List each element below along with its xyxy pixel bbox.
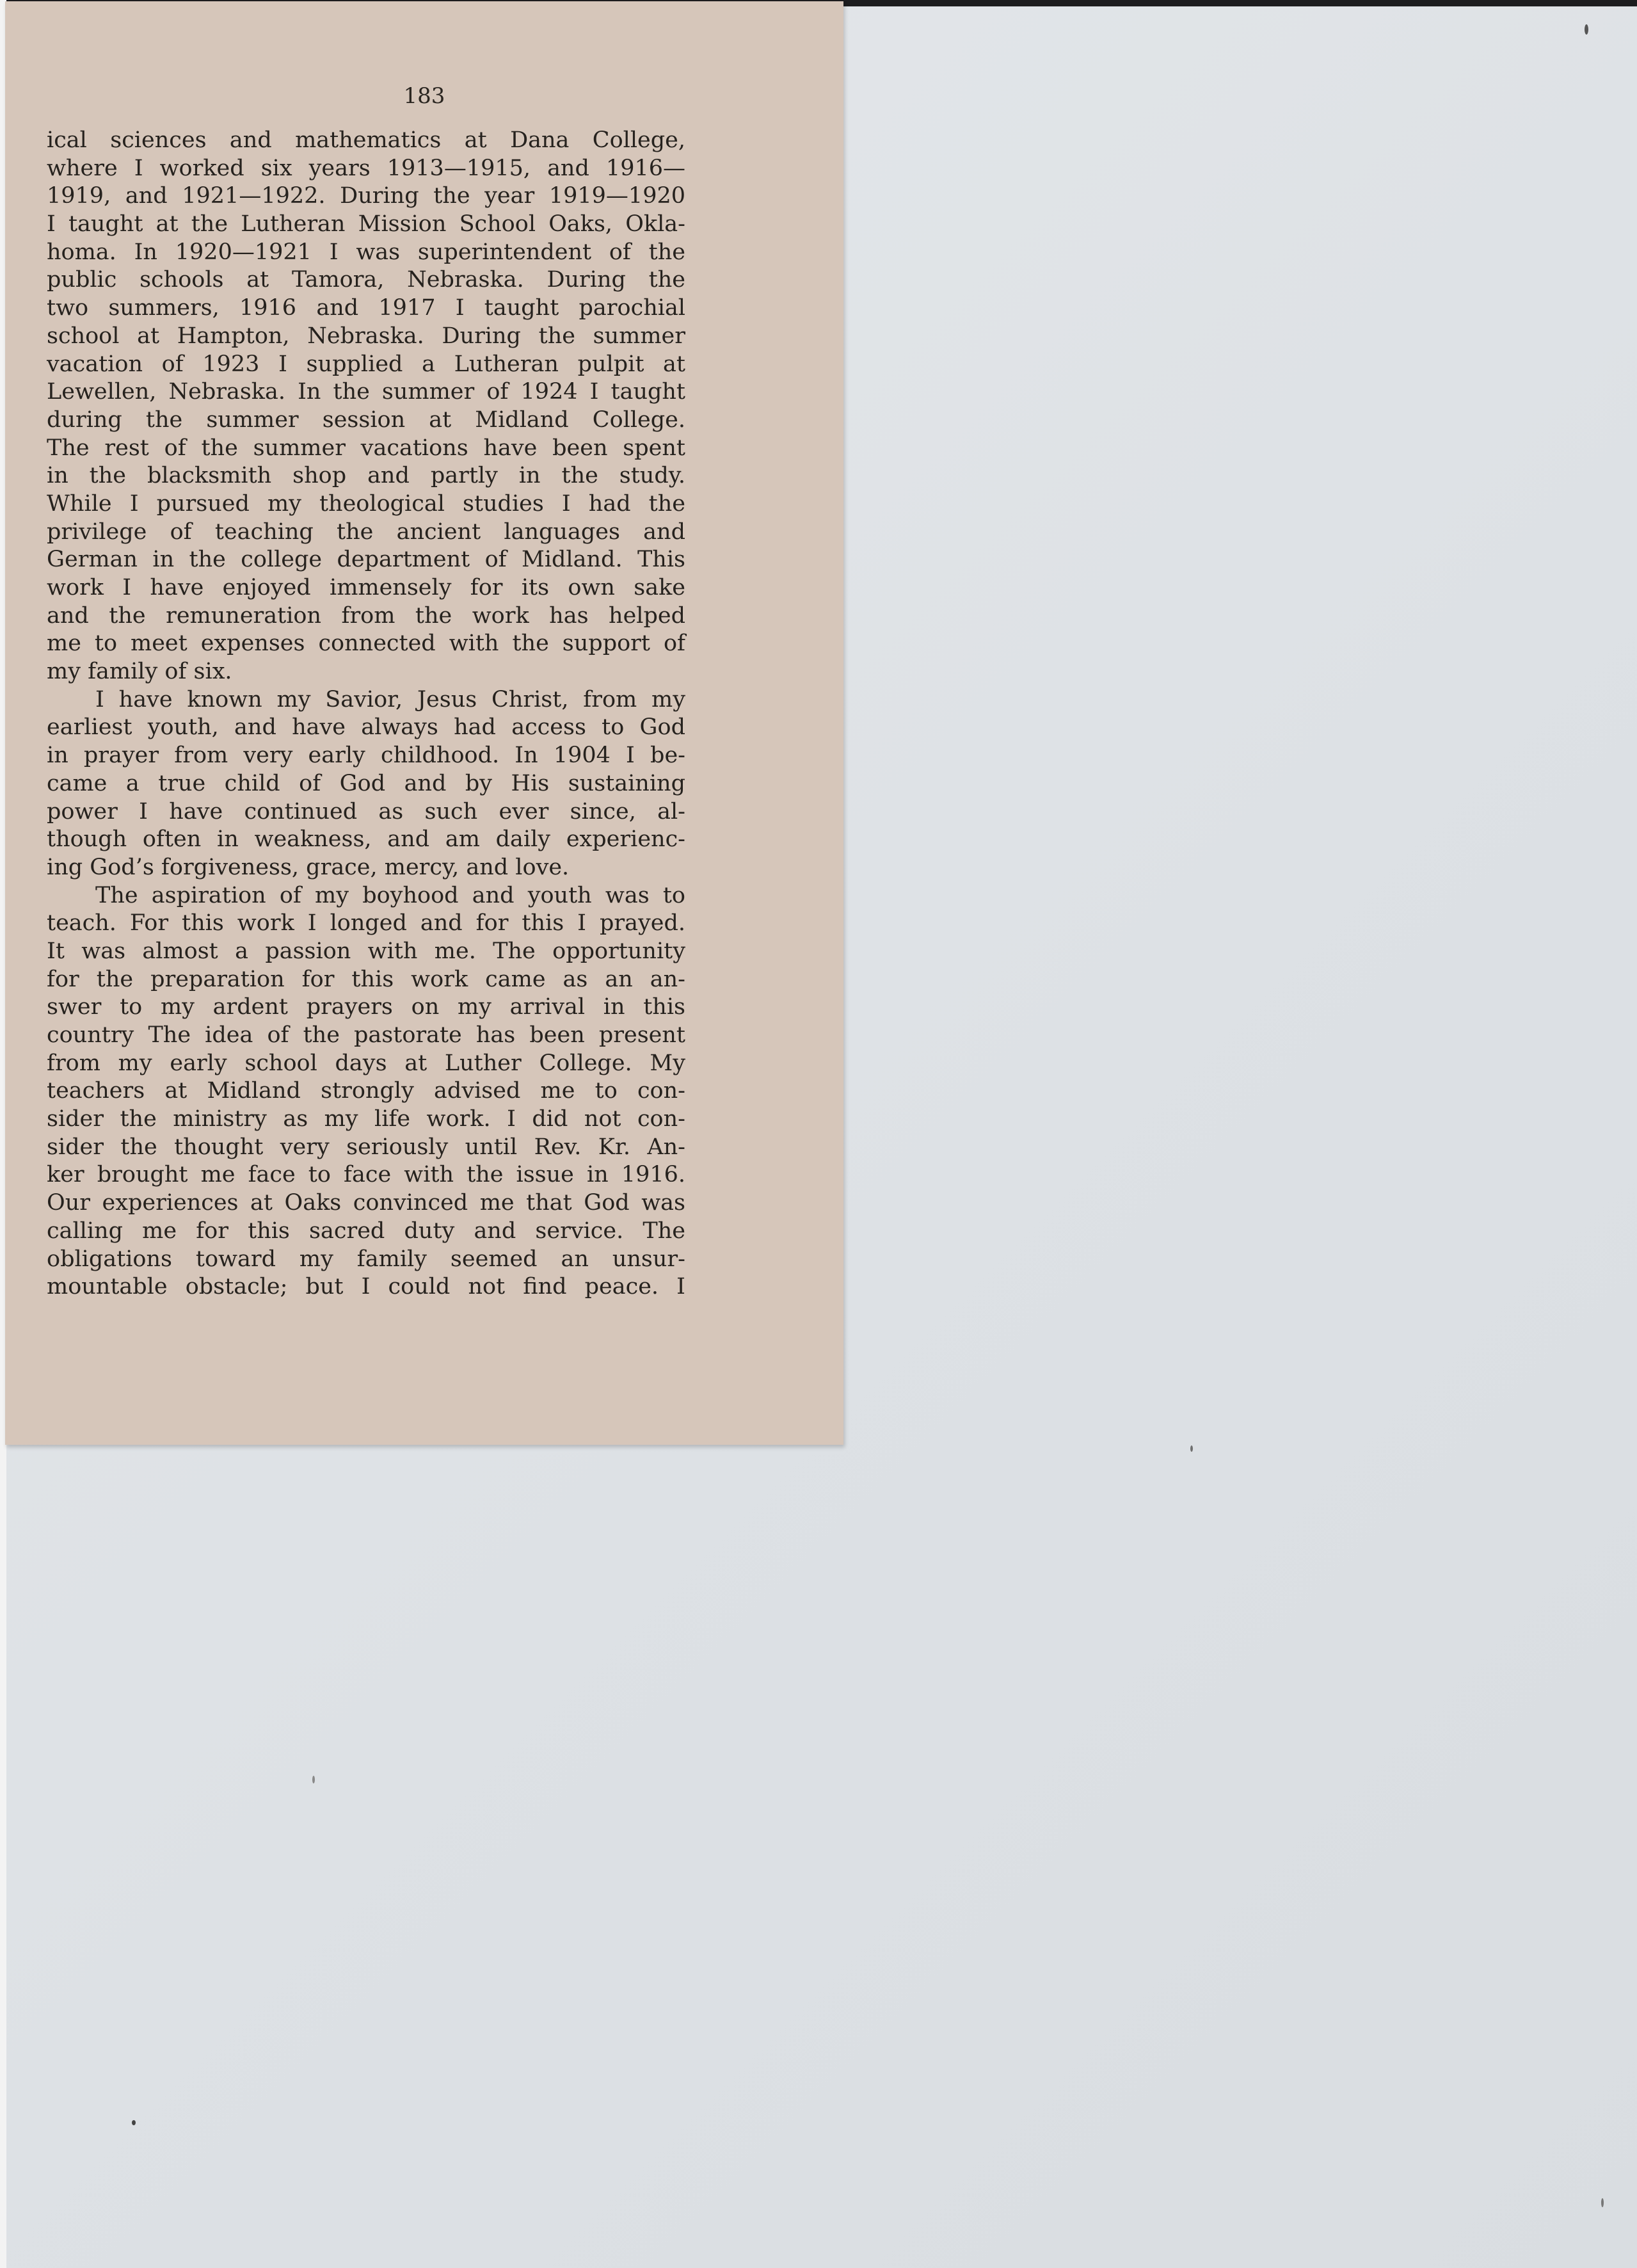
dust-speck [132,2120,136,2125]
text-line: school at Hampton, Nebraska. During the summer [47,323,685,349]
text-line: from my early school days at Luther College. My [47,1050,685,1076]
text-line: in prayer from very early childhood. In 1904 I be- [47,743,685,769]
text-line: me to meet expenses connected with the support of [47,631,685,657]
text-line: during the summer session at Midland College. [47,406,685,433]
text-line: country The idea of the pastorate has been present [47,1022,685,1048]
text-line: obligations toward my family seemed an unsur- [47,1246,685,1272]
text-line: homa. In 1920—1921 I was superintendent of the [47,239,685,265]
text-line: ker brought me face to face with the issue in 1916. [47,1162,685,1188]
text-line: earliest youth, and have always had access to God [47,714,685,741]
text-line: sider the thought very seriously until Rev. Kr. An- [47,1134,685,1160]
text-line: calling me for this sacred duty and service. The [47,1218,685,1244]
text-line: two summers, 1916 and 1917 I taught parochial [47,295,685,321]
dust-speck [1601,2198,1604,2207]
paragraph [47,882,685,1301]
text-line: 1919, and 1921—1922. During the year 1919—1920 [47,183,685,209]
text-line: swer to my ardent prayers on my arrival in this [47,994,685,1020]
text-line: I have known my Savior, Jesus Christ, from my [95,686,685,712]
text-line: teach. For this work I longed and for this I prayed. [47,910,685,937]
text-line: came a true child of God and by His sustaining [47,770,685,796]
text-line: power I have continued as such ever since, al- [47,798,685,824]
page-number: 183 [403,83,445,109]
book-page [5,1,843,1445]
text-line: though often in weakness, and am daily experienc- [47,826,685,853]
text-line: vacation of 1923 I supplied a Lutheran pulpit at [47,351,685,377]
text-line: ical sciences and mathematics at Dana College, [47,127,685,153]
text-line: German in the college department of Midland. This [47,547,685,573]
dust-speck [1585,24,1588,35]
text-line: teachers at Midland strongly advised me to con- [47,1078,685,1104]
paragraph [47,127,685,686]
text-line: public schools at Tamora, Nebraska. During the [47,267,685,293]
text-line: work I have enjoyed immensely for its own sake [47,575,685,600]
text-line: Our experiences at Oaks convinced me that God was [47,1190,685,1216]
text-line: While I pursued my theological studies I had the [47,490,685,517]
text-line: privilege of teaching the ancient languages and [47,519,685,545]
text-line: my family of six. [47,659,232,685]
text-line: in the blacksmith shop and partly in the study. [47,463,685,489]
text-line: The aspiration of my boyhood and youth was to [95,882,685,908]
text-line: I taught at the Lutheran Mission School Oaks, Okla- [47,211,685,237]
dust-speck [1190,1445,1193,1452]
text-line: The rest of the summer vacations have been spent [47,435,685,461]
text-line: where I worked six years 1913—1915, and 1916— [47,155,685,181]
text-line: ing God’s forgiveness, grace, mercy, and love. [47,854,570,880]
body-text [47,127,685,1301]
text-line: for the preparation for this work came as an an- [47,966,685,992]
text-line: mountable obstacle; but I could not find peace. I [47,1274,685,1300]
paragraph [47,686,685,882]
text-line: sider the ministry as my life work. I did not con- [47,1106,685,1132]
text-line: Lewellen, Nebraska. In the summer of 1924 I taught [47,379,685,405]
text-line: and the remuneration from the work has helped [47,602,685,629]
dust-speck [312,1776,315,1783]
text-line: It was almost a passion with me. The opportunity [47,938,685,964]
